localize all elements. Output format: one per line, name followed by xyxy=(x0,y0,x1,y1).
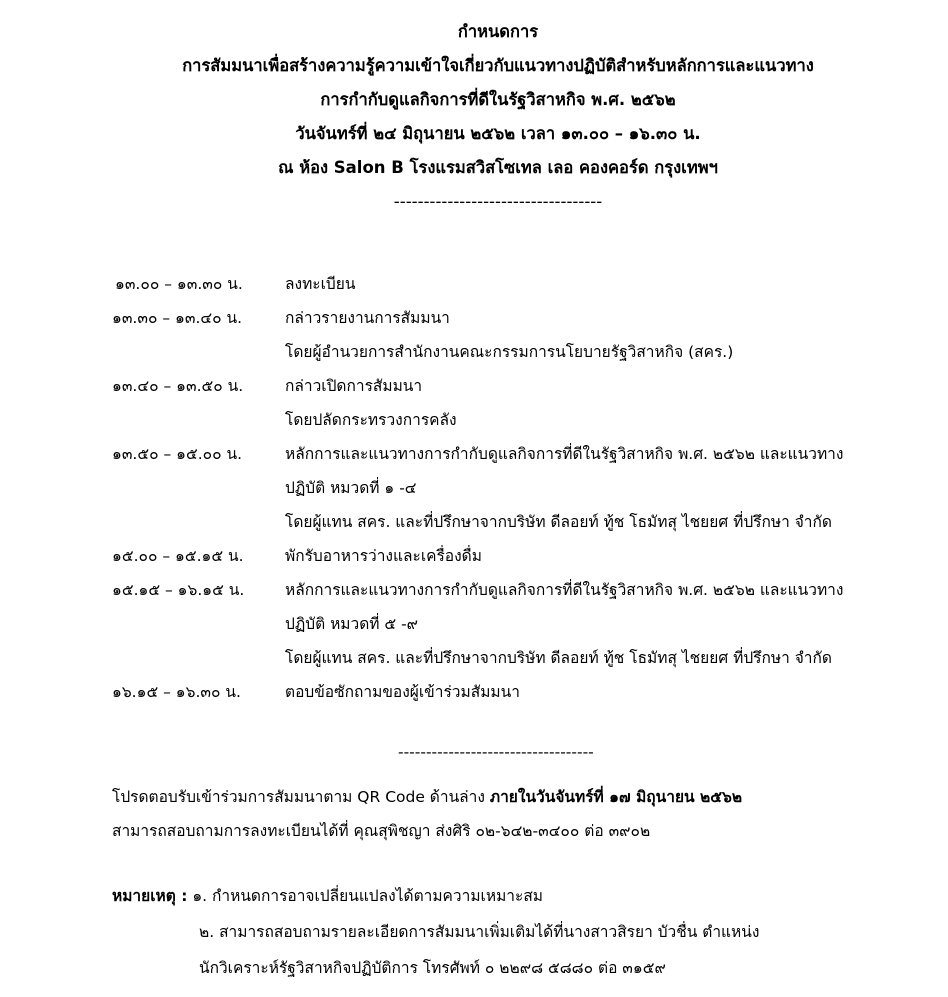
agenda-description: ตอบข้อซักถามของผู้เข้าร่วมสัมมนา xyxy=(285,683,520,701)
agenda-row xyxy=(0,335,948,369)
agenda-time: ๑๕.๐๐ – ๑๕.๑๕ น. xyxy=(112,547,244,565)
agenda-row xyxy=(0,573,948,607)
rsvp-section xyxy=(112,780,932,848)
agenda-description: โดยปลัดกระทรวงการคลัง xyxy=(285,411,457,429)
agenda-time: ๑๖.๑๕ – ๑๖.๓๐ น. xyxy=(112,683,241,701)
note-1: ๑. กำหนดการอาจเปลี่ยนแปลงได้ตามความเหมาะสม xyxy=(187,887,543,905)
agenda-row xyxy=(0,267,948,301)
agenda-time: ๑๓.๔๐ – ๑๓.๕๐ น. xyxy=(112,377,244,395)
agenda-row xyxy=(0,607,948,641)
agenda-row xyxy=(0,403,948,437)
agenda-description: กล่าวเปิดการสัมมนา xyxy=(285,377,423,395)
rsvp-deadline: ภายในวันจันทร์ที่ ๑๗ มิถุนายน ๒๕๖๒ xyxy=(489,788,743,806)
seminar-venue: ณ ห้อง Salon B โรงแรมสวิสโซเทล เลอ คองคอร์ด กรุงเทพฯ xyxy=(278,158,718,177)
agenda-description: หลักการและแนวทางการกำกับดูแลกิจการที่ดีในรัฐวิสาหกิจ พ.ศ. ๒๕๖๒ และแนวทาง xyxy=(285,445,844,463)
agenda-description: ปฏิบัติ หมวดที่ ๑ -๔ xyxy=(285,479,417,497)
note-row xyxy=(112,914,932,950)
note-row xyxy=(112,950,932,986)
seminar-date-time: วันจันทร์ที่ ๒๔ มิถุนายน ๒๕๖๒ เวลา ๑๓.๐๐ – ๑๖.๓๐ น. xyxy=(295,124,701,143)
agenda-time: ๑๓.๓๐ – ๑๓.๔๐ น. xyxy=(112,309,243,327)
footer-divider: ----------------------------------- xyxy=(398,743,594,761)
schedule-header xyxy=(0,15,948,219)
agenda-row xyxy=(0,301,948,335)
agenda-row xyxy=(0,539,948,573)
note-row xyxy=(112,878,932,914)
header-divider: ----------------------------------- xyxy=(393,192,603,211)
rsvp-text: โปรดตอบรับเข้าร่วมการสัมมนาตาม QR Code ด้านล่าง xyxy=(112,788,490,806)
agenda-time: ๑๓.๐๐ – ๑๓.๓๐ น. xyxy=(115,275,243,293)
notes-label: หมายเหตุ : xyxy=(112,887,188,905)
agenda-row xyxy=(0,505,948,539)
agenda-description: โดยผู้แทน สคร. และที่ปรึกษาจากบริษัท ดีลอยท์ ทู้ช โธมัทสุ ไชยยศ ที่ปรึกษา จำกัด xyxy=(285,513,832,531)
note-2: ๒. สามารถสอบถามรายละเอียดการสัมมนาเพิ่มเติมได้ที่นางสาวสิรยา บัวชื่น ตำแหน่ง xyxy=(199,923,760,941)
agenda-description: หลักการและแนวทางการกำกับดูแลกิจการที่ดีในรัฐวิสาหกิจ พ.ศ. ๒๕๖๒ และแนวทาง xyxy=(285,581,844,599)
agenda-row xyxy=(0,369,948,403)
agenda-time: ๑๕.๑๕ – ๑๖.๑๕ น. xyxy=(112,581,245,599)
agenda-description: ปฏิบัติ หมวดที่ ๕ -๙ xyxy=(285,615,419,633)
agenda-row xyxy=(0,471,948,505)
rsvp-line xyxy=(112,780,932,814)
agenda-row xyxy=(0,675,948,709)
agenda-description: ลงทะเบียน xyxy=(285,275,356,293)
agenda-description: โดยผู้แทน สคร. และที่ปรึกษาจากบริษัท ดีลอยท์ ทู้ช โธมัทสุ ไชยยศ ที่ปรึกษา จำกัด xyxy=(285,649,832,667)
seminar-title-line-1: การสัมมนาเพื่อสร้างความรู้ความเข้าใจเกี่ยวกับแนวทางปฏิบัติสำหรับหลักการและแนวทาง xyxy=(182,56,814,75)
agenda-row xyxy=(0,437,948,471)
agenda-list xyxy=(0,267,948,709)
page-title: กำหนดการ xyxy=(457,22,539,41)
agenda-row xyxy=(0,641,948,675)
registration-contact: สามารถสอบถามการลงทะเบียนได้ที่ คุณสุพิชญา ส่งศิริ ๐๒-๖๔๒-๓๔๐๐ ต่อ ๓๙๐๒ xyxy=(112,822,651,840)
agenda-description: โดยผู้อำนวยการสำนักงานคณะกรรมการนโยบายรัฐวิสาหกิจ (สคร.) xyxy=(285,343,734,361)
note-2-continued: นักวิเคราะห์รัฐวิสาหกิจปฏิบัติการ โทรศัพท์ ๐ ๒๒๙๘ ๕๘๘๐ ต่อ ๓๑๕๙ xyxy=(199,959,666,977)
agenda-description: พักรับอาหารว่างและเครื่องดื่ม xyxy=(285,547,482,565)
seminar-title-line-2: การกำกับดูแลกิจการที่ดีในรัฐวิสาหกิจ พ.ศ. ๒๕๖๒ xyxy=(320,90,676,109)
agenda-time: ๑๓.๕๐ – ๑๕.๐๐ น. xyxy=(112,445,243,463)
agenda-description: กล่าวรายงานการสัมมนา xyxy=(285,309,450,327)
notes-section xyxy=(112,878,932,986)
